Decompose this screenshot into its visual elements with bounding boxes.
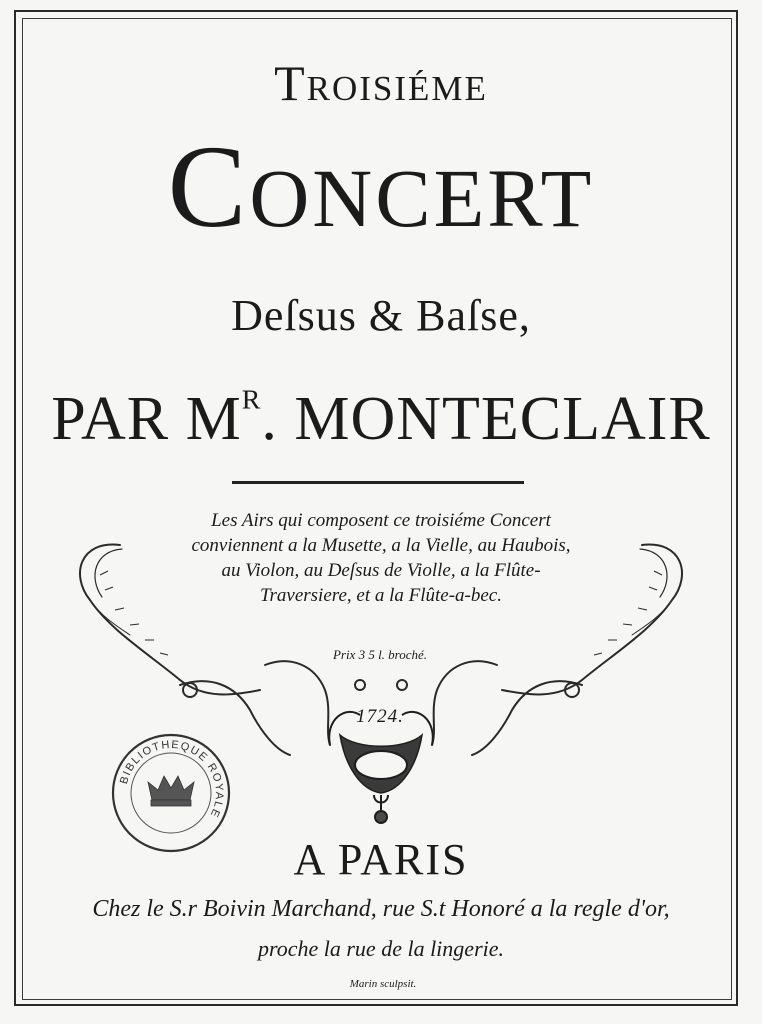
engraver-signature: Marin sculpsit. bbox=[349, 978, 417, 990]
stamp-text: BIBLIOTHEQUE ROYALE bbox=[117, 738, 226, 820]
composer-sup: R bbox=[241, 384, 262, 416]
imprint-city: A PARIS bbox=[293, 835, 469, 884]
title-troisieme: Troisiéme bbox=[274, 55, 488, 111]
title-composer bbox=[0, 384, 762, 455]
crown-icon bbox=[148, 776, 194, 806]
imprint-address-1: Chez le S.r Boivin Marchand, rue S.t Honoré a la regle d'or, bbox=[92, 896, 670, 922]
price-text: Prix 3 5 l. broché. bbox=[332, 647, 428, 662]
composer-prefix: PAR M bbox=[51, 385, 242, 453]
imprint-address-2: proche la rue de la lingerie. bbox=[257, 936, 505, 961]
composer-name: . MONTECLAIR bbox=[261, 385, 711, 453]
title-rule bbox=[232, 481, 524, 484]
title-dessus-basse: Deſsus & Baſse, bbox=[231, 291, 531, 340]
description-text: Les Airs qui composent ce troisiéme Concert conviennent a la Musette, a la Vielle, au Haubois, au Violon, au Deſsus de Violle, a la Flûte- Traversiere, et a la Flûte-a-bec. bbox=[191, 510, 571, 606]
year-text: 1724. bbox=[356, 706, 404, 727]
title-concert: Concert bbox=[167, 121, 595, 252]
